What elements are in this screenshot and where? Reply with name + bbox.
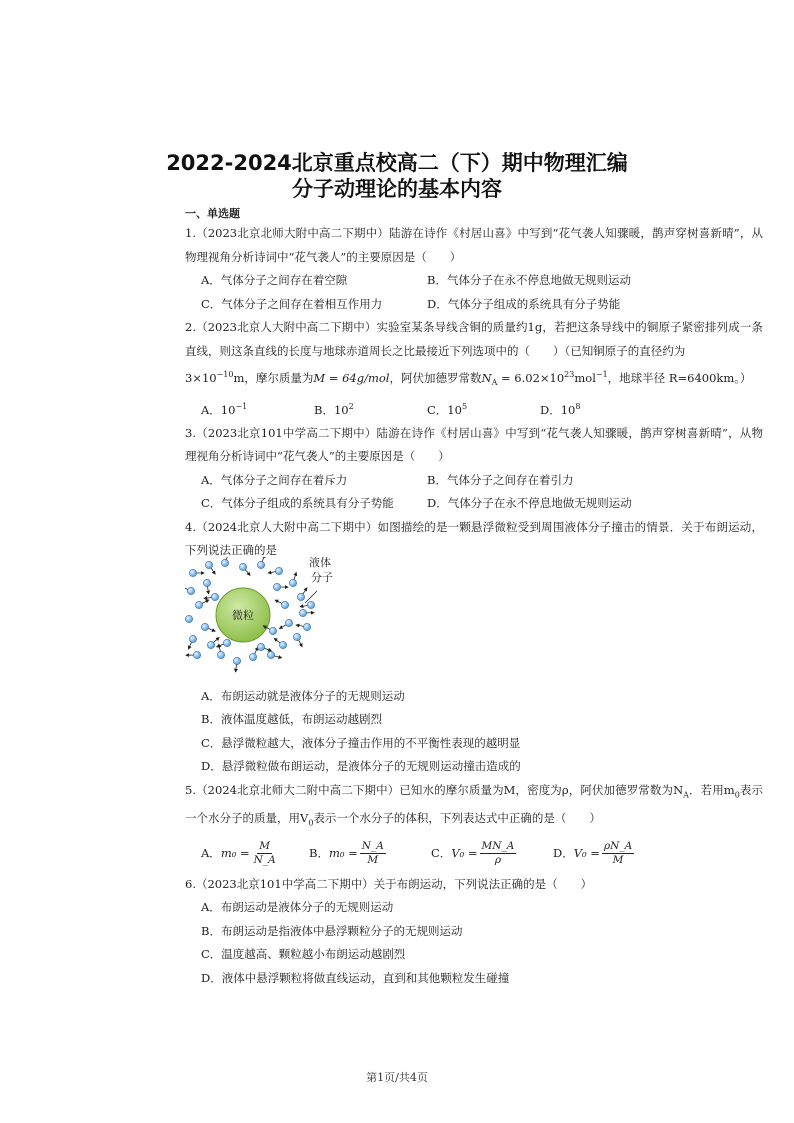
q3-option-d[interactable]: D．气体分子在永不停息地做无规则运动 (427, 496, 632, 511)
liquid-molecule (303, 623, 310, 630)
q2-avogadro-sub: A (491, 378, 498, 388)
q5-stem-d: 表示一个水分子的体积，下列表达式中正确的是（ ） (313, 810, 601, 825)
q5-d-fraction (602, 840, 634, 867)
liquid-molecule (205, 561, 212, 568)
q5-b-fraction (360, 840, 386, 867)
q3-option-a[interactable]: A．气体分子之间存在着斥力 (201, 472, 348, 487)
q5-a-fraction (252, 840, 278, 867)
question-6-options (201, 896, 763, 990)
liquid-molecule (233, 657, 240, 664)
title-line-1: 2022-2024北京重点校高二（下）期中物理汇编 (166, 151, 628, 175)
q4-option-c[interactable]: C．悬浮微粒越大，液体分子撞击作用的不平衡性表现的越明显 (201, 735, 521, 750)
q2-molar-mass: M = 64g/mol (313, 370, 390, 385)
question-list (185, 206, 763, 990)
q6-option-b[interactable]: B．布朗运动是指液体中悬浮颗粒分子的无规则运动 (201, 923, 463, 938)
question-2-options (201, 395, 763, 422)
question-3-stem: 3.（2023北京101中学高二下期中）陆游在诗作《村居山喜》中写到“花气袭人知骤暖，鹊声穿树喜新晴”，从物理视角分析诗词中“花气袭人”的主要原因是（ ） (185, 425, 763, 464)
q2-option-a-base: A．10 (201, 402, 236, 417)
liquid-molecule (187, 587, 194, 594)
question-4-stem: 4.（2024北京人大附中高二下期中）如图描绘的是一颗悬浮微粒受到周围液体分子撞击的情景．关于布朗运动，下列说法正确的是 (185, 519, 763, 558)
liquid-molecule (273, 583, 280, 590)
liquid-molecule (257, 561, 264, 568)
liquid-molecule (269, 627, 276, 634)
q5-c-den: ρ (494, 854, 502, 867)
q2-diameter: 3×10 (185, 370, 217, 385)
q5-stem-c: 表示一个水分子的质量，用V (185, 782, 763, 825)
liquid-molecule (275, 567, 282, 574)
q5-option-b[interactable] (309, 840, 431, 867)
question-3 (185, 422, 763, 516)
q2-option-d[interactable] (540, 395, 653, 422)
q2-avogadro-value: = 6.02×10 (497, 370, 565, 385)
liquid-molecule (189, 635, 196, 642)
question-1-options-2 (201, 293, 763, 317)
q2-option-c[interactable] (427, 395, 540, 422)
q6-option-c[interactable]: C．温度越高、颗粒越小布朗运动越剧烈 (201, 947, 406, 962)
q5-a-num: M (259, 840, 271, 853)
q5-d-num: ρN_A (603, 840, 633, 853)
q2-stem-text: 2.（2023北京人大附中高二下期中）实验室某条导线含铜的质量约1g，若把这条导线中的铜原子紧密排列成一条直线，则这条直线的长度与地球赤道周长之比最接近下列选项中的（ ）（已知铜原子的直径约为 (185, 320, 763, 358)
question-4-options (201, 685, 763, 779)
liquid-molecule (203, 579, 210, 586)
q2-stem-avogadro-label: ，阿伏加德罗常数 (389, 370, 482, 385)
brownian-diagram (185, 557, 345, 681)
liquid-molecule (299, 609, 306, 616)
liquid-molecule (307, 601, 314, 608)
page-footer: 第1页/共4页 (366, 1071, 428, 1084)
q2-avogadro-symbol: N (481, 370, 492, 385)
question-1-stem: 1.（2023北京北师大附中高二下期中）陆游在诗作《村居山喜》中写到“花气袭人知骤暖，鹊声穿树喜新晴”，从物理视角分析诗词中“花气袭人”的主要原因是（ ） (185, 226, 763, 264)
q5-b-label: B． (309, 845, 329, 860)
q2-stem-radius: ，地球半径 R=6400km。） (607, 370, 752, 385)
liquid-molecule (195, 601, 202, 608)
q2-avogadro-unit: mol (574, 370, 596, 385)
q2-diameter-exp: −10 (216, 370, 234, 379)
q1-option-c[interactable]: C．气体分子之间存在着相互作用力 (201, 296, 383, 311)
q5-c-num: MN_A (481, 840, 515, 853)
q5-option-a[interactable] (201, 840, 309, 867)
liquid-molecule (221, 559, 228, 566)
q5-b-den: M (367, 854, 379, 867)
question-1 (185, 222, 763, 316)
liquid-molecule (193, 651, 200, 658)
question-5-options (201, 835, 763, 873)
q5-a-lhs: m₀ = (220, 845, 250, 860)
q5-stem-b: ．若用m (688, 782, 735, 797)
liquid-molecule (223, 639, 230, 646)
q5-d-label: D． (553, 845, 574, 860)
liquid-molecule (257, 643, 264, 650)
question-6-stem: 6.（2023北京101中学高二下期中）关于布朗运动，下列说法正确的是（ ） (185, 876, 593, 891)
q4-option-a[interactable]: A．布朗运动就是液体分子的无规则运动 (201, 688, 405, 703)
q4-option-d[interactable]: D．悬浮微粒做布朗运动，是液体分子的无规则运动撞击造成的 (201, 759, 521, 774)
q3-option-b[interactable]: B．气体分子之间存在着引力 (427, 472, 574, 487)
q2-option-d-exp: 8 (575, 401, 581, 411)
question-5-stem (185, 779, 763, 835)
question-3-options (201, 469, 763, 493)
q5-stem-c-sub: 0 (308, 818, 314, 828)
liquid-molecule (217, 651, 224, 658)
q2-option-a[interactable] (201, 395, 314, 422)
q5-a-den: N_A (253, 854, 276, 867)
liquid-molecule (249, 653, 256, 660)
question-4 (185, 516, 763, 779)
section-heading: 一、单选题 (185, 207, 240, 220)
particle-label: 微粒 (232, 608, 254, 622)
question-3-options-2 (201, 492, 763, 516)
question-2 (185, 316, 763, 422)
question-2-stem (185, 316, 763, 395)
q5-c-fraction (480, 840, 517, 867)
q5-option-d[interactable] (553, 840, 673, 867)
q1-option-b[interactable]: B．气体分子在永不停息地做无规则运动 (427, 273, 631, 287)
q5-a-label: A． (201, 845, 221, 860)
title-line-2: 分子动理论的基本内容 (292, 177, 502, 201)
question-5 (185, 779, 763, 873)
q5-option-c[interactable] (431, 840, 553, 867)
brownian-figure (185, 556, 763, 685)
liquid-molecule (297, 593, 304, 600)
q6-option-d[interactable]: D．液体中悬浮颗粒将做直线运动，直到和其他颗粒发生碰撞 (201, 970, 510, 985)
page-title (0, 150, 794, 202)
q2-option-b-exp: 2 (348, 401, 354, 411)
q2-option-b-base: B．10 (314, 402, 349, 417)
question-6 (185, 873, 763, 991)
q5-d-lhs: V₀ = (573, 845, 600, 860)
q3-option-c[interactable]: C．气体分子组成的系统具有分子势能 (201, 496, 394, 511)
question-1-options (201, 269, 763, 293)
molecule-label-2: 分子 (311, 570, 333, 584)
q5-c-lhs: V₀ = (451, 845, 478, 860)
liquid-molecule (201, 623, 208, 630)
q5-c-label: C． (431, 845, 452, 860)
molecule-label-1: 液体 (309, 556, 331, 569)
q5-b-lhs: m₀ = (328, 845, 358, 860)
q2-stem-unit: m，摩尔质量为 (233, 370, 314, 385)
q2-option-b[interactable] (314, 395, 427, 422)
q2-option-a-exp: −1 (235, 401, 248, 411)
q5-b-num: N_A (361, 840, 384, 853)
q2-avogadro-unit-exp: −1 (595, 370, 608, 379)
liquid-molecule (207, 641, 214, 648)
q6-option-a[interactable]: A．布朗运动是液体分子的无规则运动 (201, 900, 394, 915)
liquid-molecule (185, 615, 192, 622)
q5-stem-sub: A (683, 790, 689, 800)
q2-option-c-exp: 5 (461, 401, 468, 411)
liquid-molecule (285, 619, 292, 626)
q5-stem-text: 5.（2024北京北师大二附中高二下期中）已知水的摩尔质量为M，密度为ρ，阿伏加德罗常数为N (185, 782, 684, 797)
q2-avogadro-exp: 23 (564, 370, 575, 379)
q1-option-a[interactable]: A．气体分子之间存在着空隙 (201, 273, 348, 287)
liquid-molecule (279, 641, 286, 648)
q5-stem-b-sub: 0 (734, 790, 740, 800)
liquid-molecule (211, 593, 218, 600)
liquid-molecule (189, 569, 196, 576)
liquid-molecule (267, 651, 274, 658)
q2-option-d-base: D．10 (540, 402, 576, 417)
liquid-molecule (281, 601, 288, 608)
liquid-molecule (289, 579, 296, 586)
q1-option-d[interactable]: D．气体分子组成的系统具有分子势能 (427, 296, 621, 311)
q4-option-b[interactable]: B．液体温度越低，布朗运动越剧烈 (201, 712, 382, 727)
liquid-molecule (239, 563, 246, 570)
liquid-molecule (293, 633, 300, 640)
q2-option-c-base: C．10 (427, 402, 462, 417)
q5-d-den: M (612, 854, 624, 867)
